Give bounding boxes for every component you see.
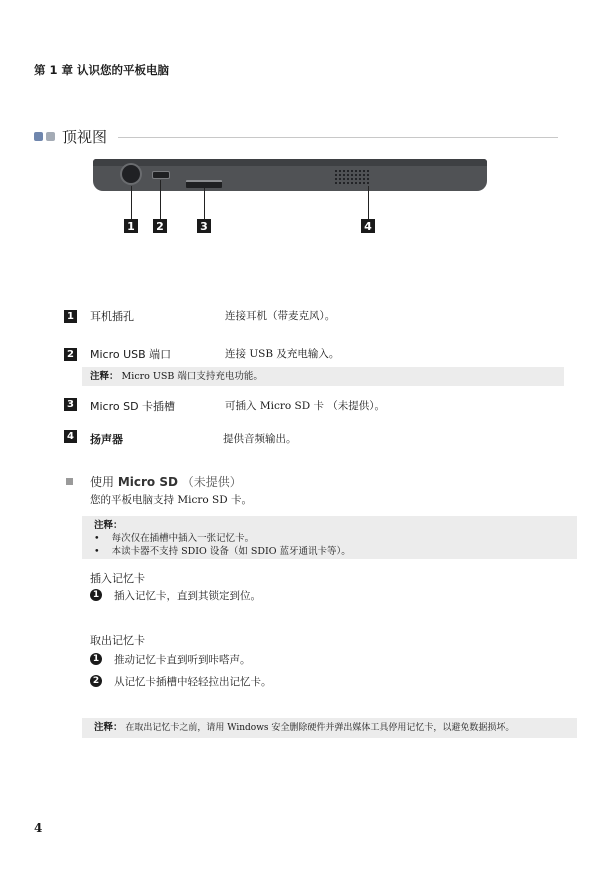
chapter-header: 第 1 章 认识您的平板电脑 [34,63,170,77]
callout-leader [131,186,132,219]
section-title [34,126,107,146]
step-number: 2 [90,675,102,687]
micro-sd-slot-icon [186,180,222,188]
micro-usb-port-icon [152,171,170,179]
tablet-top-edge [93,159,487,166]
headphone-jack-icon [122,165,140,183]
note-text: Micro USB 端口支持充电功能。 [121,371,263,382]
speaker-grille-icon [334,169,370,185]
micro-sd-intro: 您的平板电脑支持 Micro SD 卡。 [90,494,252,506]
item-name: Micro SD 卡插槽 [90,400,176,413]
item-name: 扬声器 [90,433,123,446]
item-description: 提供音频输出。 [223,433,297,445]
callout-label: 4 [361,219,375,233]
subsection-title [90,473,242,490]
subsection-title-prefix: 使用 [90,475,115,489]
remove-card-heading: 取出记忆卡 [90,634,145,647]
step-number: 1 [90,653,102,665]
item-name: 耳机插孔 [90,310,134,323]
note-label: 注释： [90,371,119,382]
step-text: 从记忆卡插槽中轻轻拉出记忆卡。 [114,676,272,688]
subsection-title-suffix: （未提供） [181,475,242,489]
page-number: 4 [34,821,43,835]
item-description: 可插入 Micro SD 卡 （未提供）。 [225,400,386,412]
section-divider [118,137,558,138]
section-square-icon [34,132,43,141]
section-title-text: 顶视图 [62,127,108,146]
usb-note [82,367,564,386]
step-text: 推动记忆卡直到听到咔嗒声。 [114,654,251,666]
item-description: 连接 USB 及充电输入。 [225,348,340,360]
step-number: 1 [90,589,102,601]
item-description: 连接耳机（带麦克风）。 [225,310,336,322]
note-item-text: 每次仅在插槽中插入一张记忆卡。 [111,533,255,544]
callout-leader [160,180,161,219]
item-number: 4 [64,430,77,443]
note-label: 注释： [94,520,123,531]
note-list-item: • 本读卡器不支持 SDIO 设备（如 SDIO 蓝牙通讯卡等）。 [94,546,351,557]
note-label: 注释： [94,722,123,733]
item-number: 1 [64,310,77,323]
micro-sd-notes [82,516,577,559]
note-list-item: • 每次仅在插槽中插入一张记忆卡。 [94,533,255,544]
subsection-bullet-icon [66,478,73,485]
callout-label: 1 [124,219,138,233]
insert-card-heading: 插入记忆卡 [90,572,145,585]
step-text: 插入记忆卡，直到其锁定到位。 [114,590,261,602]
note-item-text: 本读卡器不支持 SDIO 设备（如 SDIO 蓝牙通讯卡等）。 [111,546,351,557]
subsection-title-bold: Micro SD [117,475,178,489]
callout-leader [204,188,205,219]
callout-label: 2 [153,219,167,233]
item-number: 2 [64,348,77,361]
callout-label: 3 [197,219,211,233]
section-square-icon [46,132,55,141]
callout-leader [368,186,369,219]
remove-card-note [82,718,577,738]
item-number: 3 [64,398,77,411]
item-name: Micro USB 端口 [90,348,172,361]
note-text: 在取出记忆卡之前，请用 Windows 安全删除硬件并弹出媒体工具停用记忆卡，以避免数据损坏。 [125,723,515,733]
